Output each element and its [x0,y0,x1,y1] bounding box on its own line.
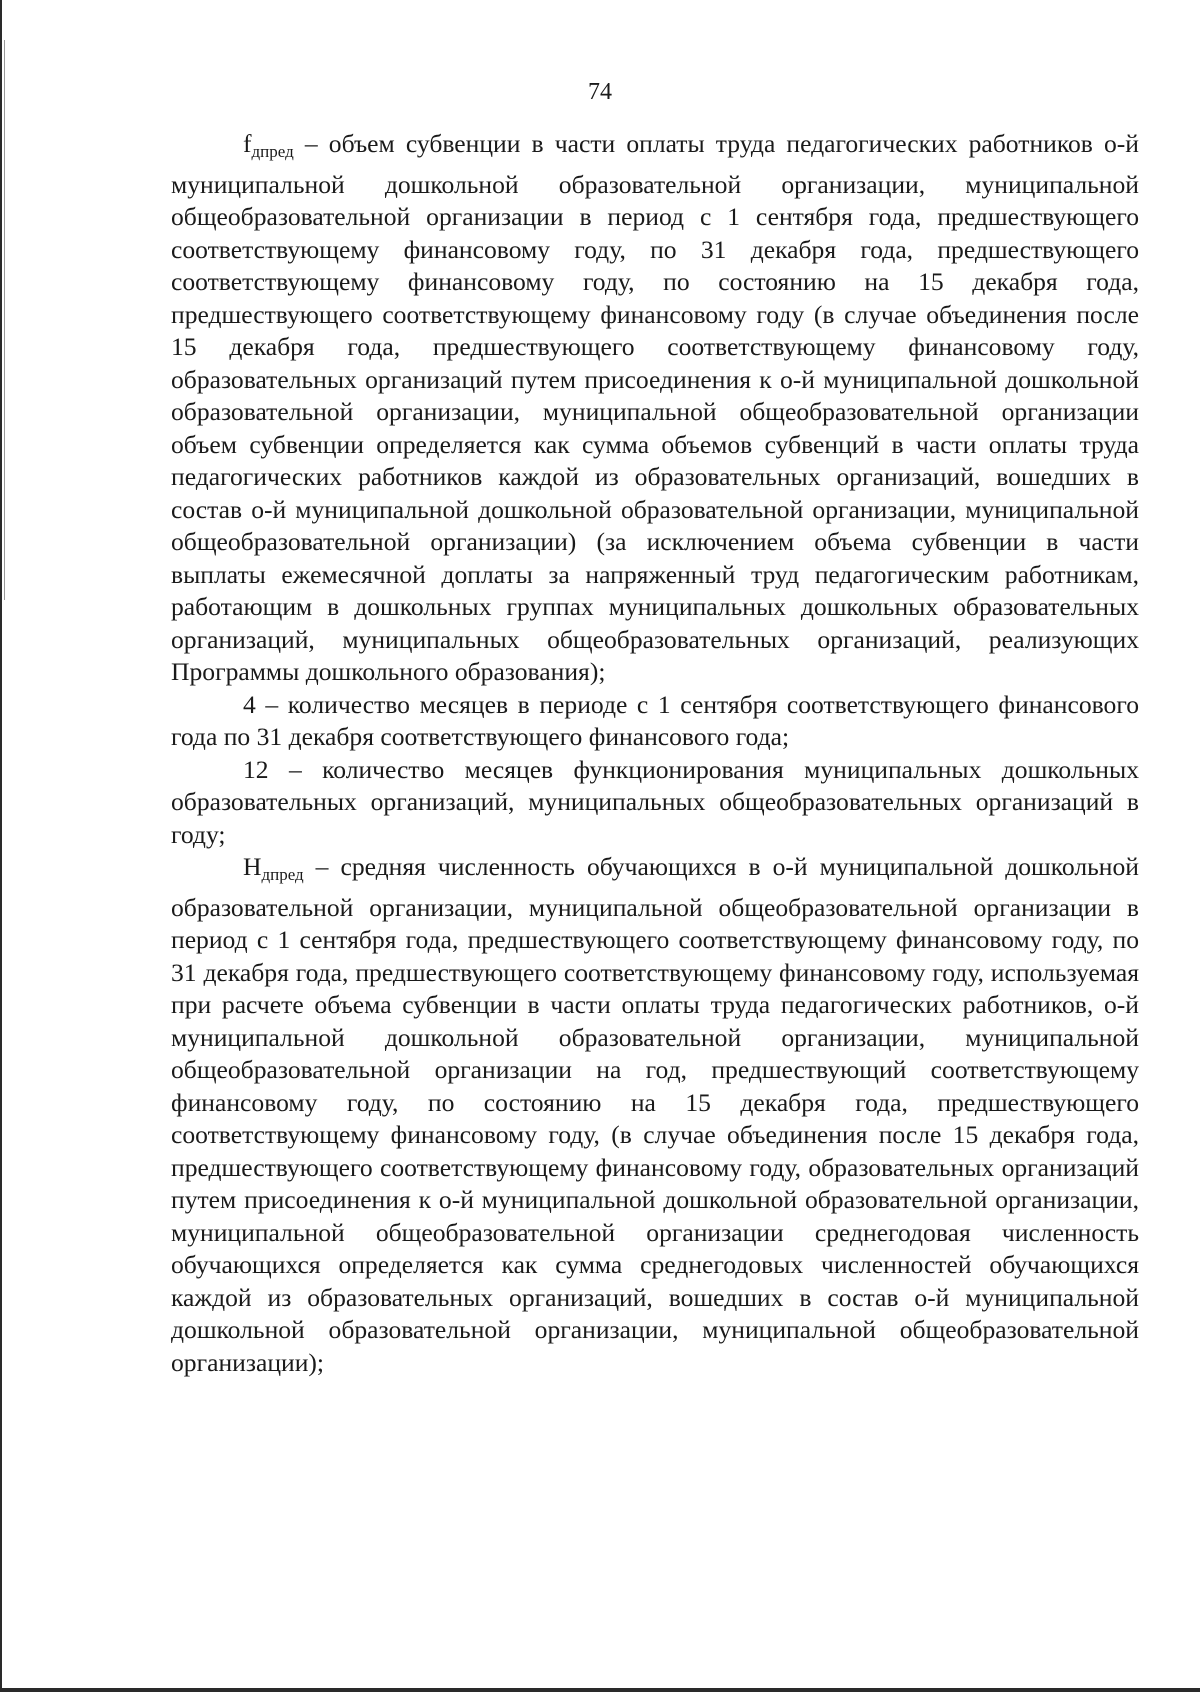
scan-bottom-edge [0,1688,1200,1692]
symbol-f: f [243,129,252,158]
symbol-n-subscript: дпред [261,865,304,884]
paragraph-n-dpred [171,851,1139,1379]
scan-left-edge [0,0,2,1692]
paragraph-months-4 [171,689,1139,754]
paragraph-months-12 [171,754,1139,852]
symbol-f-subscript: дпред [251,142,294,161]
paragraph-text: – средняя численность обучающихся в о-й муниципальной дошкольной образовательной организации, муниципальной общеобразовательной организации в период с 1 сентября года, предшествующего соответствующему финансовому году, по 31 декабря года, предшествующего соответствующему финансовому году, используемая при расчете объема субвенции в части оплаты труда педагогических работников, о-й муниципальной дошкольной образовательной организации, муниципальной общеобразовательной организации на год, предшествующий соответствующему финансовому году, по состоянию на 15 декабря года, предшествующего соответствующему финансовому году, (в случае объединения после 15 декабря года, предшествующего соответствующему финансовому году, образовательных организаций путем присоединения к о-й муниципальной дошкольной образовательной организации, муниципальной общеобразовательной организации среднегодовая численность обучающихся определяется как сумма среднегодовых численностей обучающихся каждой из образовательных организаций, вошедших в состав о-й муниципальной дошкольной образовательной организации, муниципальной общеобразовательной организации); [171,852,1139,1377]
paragraph-f-dpred [171,128,1139,689]
scan-binding-mark [4,40,5,600]
paragraph-text: 12 – количество месяцев функционирования муниципальных дошкольных образовательных организаций, муниципальных общеобразовательных организаций в году; [171,754,1139,849]
symbol-n: Н [243,852,262,881]
paragraph-text: – объем субвенции в части оплаты труда педагогических работников о-й муниципальной дошкольной образовательной организации, муниципальной общеобразовательной организации в период с 1 сентября года, предшествующего соответствующему финансовому году, по 31 декабря года, предшествующего соответствующему финансовому году, по состоянию на 15 декабря года, предшествующего соответствующему финансовому году (в случае объединения после 15 декабря года, предшествующего соответствующему финансовому году, образовательных организаций путем присоединения к о-й муниципальной дошкольной образовательной организации, муниципальной общеобразовательной организации объем субвенции определяется как сумма объемов субвенций в части оплаты труда педагогических работников каждой из образовательных организаций, вошедших в состав о-й муниципальной дошкольной образовательной организации, муниципальной общеобразовательной организации) (за исключением объема субвенции в части выплаты ежемесячной доплаты за напряженный труд педагогическим работникам, работающим в дошкольных группах муниципальных дошкольных образовательных организаций, муниципальных общеобразовательных организаций, реализующих Программы дошкольного образования); [171,129,1139,686]
document-body [171,128,1139,1379]
paragraph-text: 4 – количество месяцев в периоде с 1 сентября соответствующего финансового года по 31 декабря соответствующего финансового года; [171,689,1139,751]
page-number: 74 [588,79,612,105]
